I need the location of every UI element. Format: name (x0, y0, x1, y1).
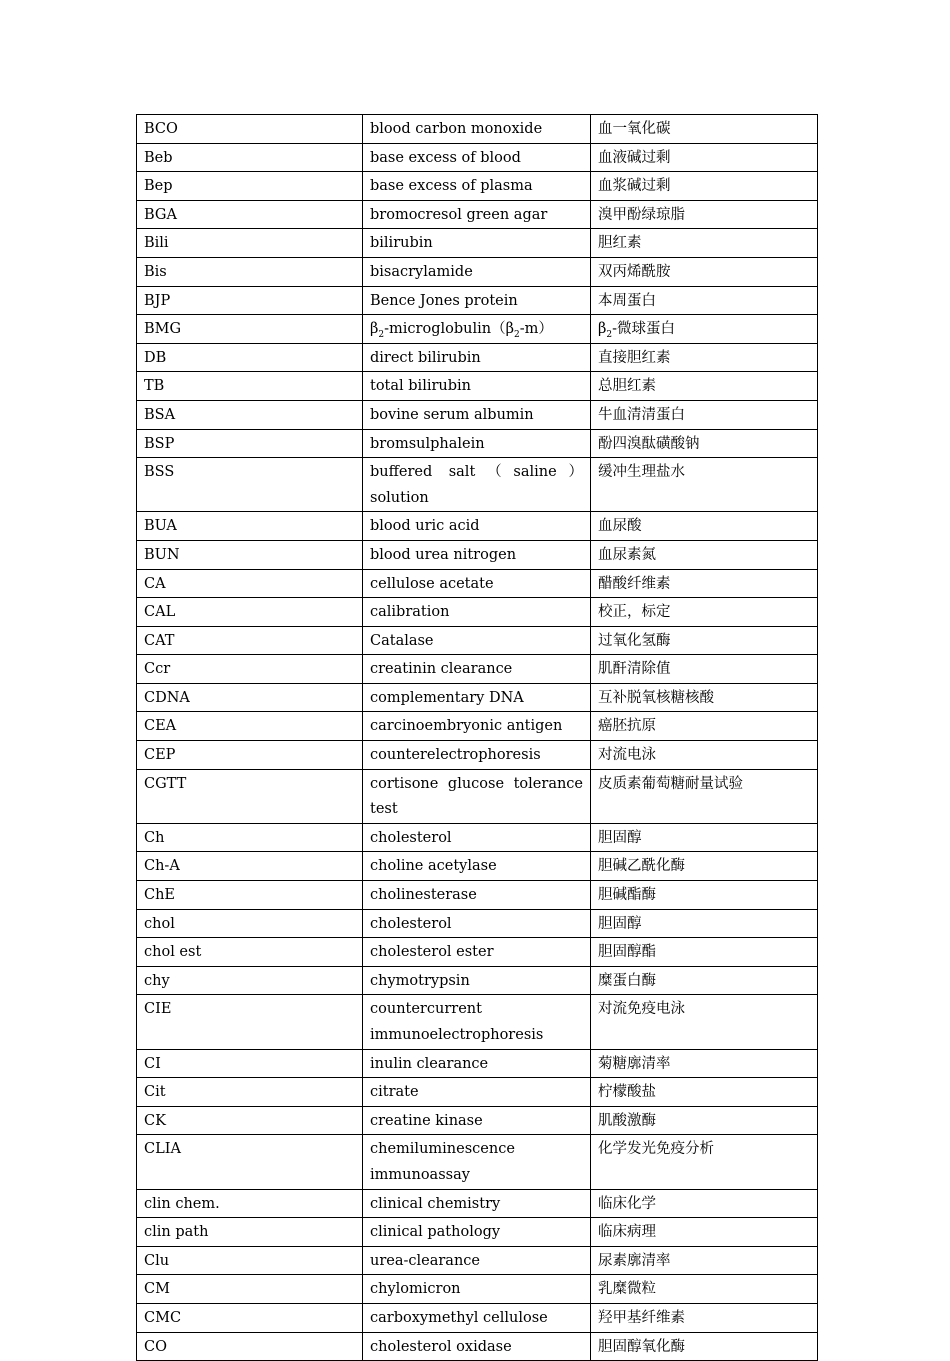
chinese-term-cell: 牛血清清蛋白 (591, 400, 818, 429)
english-term-cell: base excess of blood (363, 143, 591, 172)
abbreviation-cell: BMG (137, 315, 363, 344)
abbreviation-cell: CLIA (137, 1135, 363, 1189)
term-fragment: -微球蛋白 (612, 321, 676, 338)
abbreviation-cell: Beb (137, 143, 363, 172)
english-term-cell: cortisone glucose tolerance test (363, 769, 591, 823)
table-row (137, 938, 818, 967)
chinese-term-cell: 直接胆红素 (591, 343, 818, 372)
subscript: 2 (378, 330, 385, 341)
chinese-term-cell: 本周蛋白 (591, 286, 818, 315)
table-row (137, 741, 818, 770)
english-term-cell: total bilirubin (363, 372, 591, 401)
table-row (137, 1275, 818, 1304)
abbreviation-cell: Bili (137, 229, 363, 258)
english-term-cell: carboxymethyl cellulose (363, 1303, 591, 1332)
chinese-term-cell: 化学发光免疫分析 (591, 1135, 818, 1189)
chinese-term-cell: 醋酸纤维素 (591, 569, 818, 598)
chinese-term-cell: 临床病理 (591, 1218, 818, 1247)
abbreviation-cell: TB (137, 372, 363, 401)
chinese-term-cell: 总胆红素 (591, 372, 818, 401)
table-row (137, 683, 818, 712)
table-row (137, 229, 818, 258)
english-term-cell: bovine serum albumin (363, 400, 591, 429)
abbreviation-cell: Clu (137, 1246, 363, 1275)
english-term-cell: calibration (363, 598, 591, 627)
english-term-cell: cholesterol ester (363, 938, 591, 967)
english-term-cell: Catalase (363, 626, 591, 655)
chinese-term-cell: 血一氧化碳 (591, 115, 818, 144)
table-row (137, 655, 818, 684)
english-term-cell: cholinesterase (363, 881, 591, 910)
abbreviation-cell: Bep (137, 172, 363, 201)
chinese-term-cell: 胆红素 (591, 229, 818, 258)
term-fragment: -microglobulin（β (384, 321, 514, 338)
abbreviation-cell: CK (137, 1106, 363, 1135)
table-row (137, 257, 818, 286)
abbreviation-cell: Cit (137, 1078, 363, 1107)
chinese-term-cell: 羟甲基纤维素 (591, 1303, 818, 1332)
table-row (137, 143, 818, 172)
table-row (137, 966, 818, 995)
english-term-cell: cholesterol (363, 909, 591, 938)
english-term-cell: buffered salt（saline）solution (363, 458, 591, 512)
abbreviation-table-body (137, 115, 818, 1361)
abbreviation-cell: CGTT (137, 769, 363, 823)
english-term-cell: blood carbon monoxide (363, 115, 591, 144)
chinese-term-cell: 血尿酸 (591, 512, 818, 541)
table-row (137, 1049, 818, 1078)
table-row (137, 1218, 818, 1247)
abbreviation-cell: CMC (137, 1303, 363, 1332)
abbreviation-cell: chol est (137, 938, 363, 967)
abbreviation-cell: CIE (137, 995, 363, 1049)
english-term-cell: carcinoembryonic antigen (363, 712, 591, 741)
english-term-cell: countercurrent immunoelectrophoresis (363, 995, 591, 1049)
abbreviation-cell: CDNA (137, 683, 363, 712)
english-term-cell: citrate (363, 1078, 591, 1107)
term-fragment: -m） (519, 321, 553, 338)
table-row (137, 598, 818, 627)
table-row (137, 626, 818, 655)
chinese-term-cell: 缓冲生理盐水 (591, 458, 818, 512)
english-term-cell: complementary DNA (363, 683, 591, 712)
chinese-term-cell: 菊糖廓清率 (591, 1049, 818, 1078)
abbreviation-cell: DB (137, 343, 363, 372)
chinese-term-cell: 过氧化氢酶 (591, 626, 818, 655)
abbreviation-cell: BJP (137, 286, 363, 315)
abbreviation-cell: BGA (137, 200, 363, 229)
table-row (137, 1078, 818, 1107)
english-term-cell: creatinin clearance (363, 655, 591, 684)
chinese-term-cell: 溴甲酚绿琼脂 (591, 200, 818, 229)
table-row (137, 1246, 818, 1275)
abbreviation-cell: BUA (137, 512, 363, 541)
abbreviation-cell: CEP (137, 741, 363, 770)
chinese-term-cell: 柠檬酸盐 (591, 1078, 818, 1107)
abbreviation-cell: CI (137, 1049, 363, 1078)
table-row (137, 823, 818, 852)
english-term-cell: blood urea nitrogen (363, 540, 591, 569)
abbreviation-cell: chol (137, 909, 363, 938)
table-row (137, 769, 818, 823)
term-fragment: β (370, 321, 379, 338)
chinese-term-cell (591, 315, 818, 344)
table-row (137, 315, 818, 344)
abbreviation-cell: Ch (137, 823, 363, 852)
english-term-cell: cellulose acetate (363, 569, 591, 598)
chinese-term-cell: 血尿素氮 (591, 540, 818, 569)
chinese-term-cell: 乳糜微粒 (591, 1275, 818, 1304)
chinese-term-cell: 对流电泳 (591, 741, 818, 770)
table-row (137, 458, 818, 512)
english-term-cell: inulin clearance (363, 1049, 591, 1078)
table-row (137, 429, 818, 458)
chinese-term-cell: 临床化学 (591, 1189, 818, 1218)
chinese-term-cell: 皮质素葡萄糖耐量试验 (591, 769, 818, 823)
english-term-cell: urea-clearance (363, 1246, 591, 1275)
table-row (137, 1303, 818, 1332)
term-fragment: β (598, 321, 607, 338)
table-row (137, 172, 818, 201)
english-term-cell: choline acetylase (363, 852, 591, 881)
table-row (137, 200, 818, 229)
table-row (137, 1106, 818, 1135)
english-term-cell: Bence Jones protein (363, 286, 591, 315)
table-row (137, 1135, 818, 1189)
abbreviation-cell: CAL (137, 598, 363, 627)
abbreviation-cell: chy (137, 966, 363, 995)
chinese-term-cell: 胆固醇酯 (591, 938, 818, 967)
table-row (137, 512, 818, 541)
chinese-term-cell: 双丙烯酰胺 (591, 257, 818, 286)
table-row (137, 852, 818, 881)
chinese-term-cell: 胆固醇氧化酶 (591, 1332, 818, 1361)
abbreviation-cell: Ccr (137, 655, 363, 684)
table-row (137, 712, 818, 741)
chinese-term-cell: 尿素廓清率 (591, 1246, 818, 1275)
abbreviation-cell: BSP (137, 429, 363, 458)
english-term-cell: direct bilirubin (363, 343, 591, 372)
english-term-cell: clinical pathology (363, 1218, 591, 1247)
subscript: 2 (606, 330, 613, 341)
table-row (137, 343, 818, 372)
table-row (137, 909, 818, 938)
table-row (137, 569, 818, 598)
table-row (137, 400, 818, 429)
english-term-cell: bisacrylamide (363, 257, 591, 286)
chinese-term-cell: 胆固醇 (591, 823, 818, 852)
english-term-cell: chylomicron (363, 1275, 591, 1304)
abbreviation-cell: Ch-A (137, 852, 363, 881)
english-term-cell: chemiluminescence immunoassay (363, 1135, 591, 1189)
chinese-term-cell: 肌酐清除值 (591, 655, 818, 684)
english-term-cell: clinical chemistry (363, 1189, 591, 1218)
abbreviation-cell: ChE (137, 881, 363, 910)
chinese-term-cell: 癌胚抗原 (591, 712, 818, 741)
english-term-cell: creatine kinase (363, 1106, 591, 1135)
english-term-cell: counterelectrophoresis (363, 741, 591, 770)
chinese-term-cell: 酚四溴酞磺酸钠 (591, 429, 818, 458)
english-term-cell: cholesterol (363, 823, 591, 852)
english-term-cell: cholesterol oxidase (363, 1332, 591, 1361)
table-row (137, 881, 818, 910)
subscript: 2 (513, 330, 520, 341)
table-row (137, 372, 818, 401)
abbreviation-cell: CEA (137, 712, 363, 741)
table-row (137, 540, 818, 569)
table-row (137, 286, 818, 315)
abbreviation-cell: Bis (137, 257, 363, 286)
abbreviation-cell: CO (137, 1332, 363, 1361)
chinese-term-cell: 血液碱过剩 (591, 143, 818, 172)
english-term-cell: chymotrypsin (363, 966, 591, 995)
chinese-term-cell: 糜蛋白酶 (591, 966, 818, 995)
abbreviation-cell: BSS (137, 458, 363, 512)
english-term-cell: bromocresol green agar (363, 200, 591, 229)
chinese-term-cell: 互补脱氧核糖核酸 (591, 683, 818, 712)
chinese-term-cell: 胆固醇 (591, 909, 818, 938)
abbreviation-cell: CA (137, 569, 363, 598)
table-row (137, 995, 818, 1049)
abbreviation-cell: clin chem. (137, 1189, 363, 1218)
english-term-cell (363, 315, 591, 344)
table-row (137, 1189, 818, 1218)
chinese-term-cell: 校正，标定 (591, 598, 818, 627)
chinese-term-cell: 胆碱乙酰化酶 (591, 852, 818, 881)
chinese-term-cell: 胆碱酯酶 (591, 881, 818, 910)
abbreviation-cell: clin path (137, 1218, 363, 1247)
abbreviation-cell: BCO (137, 115, 363, 144)
english-term-cell: base excess of plasma (363, 172, 591, 201)
abbreviation-cell: CM (137, 1275, 363, 1304)
chinese-term-cell: 血浆碱过剩 (591, 172, 818, 201)
table-row (137, 1332, 818, 1361)
english-term-cell: blood uric acid (363, 512, 591, 541)
abbreviation-table (136, 114, 818, 1361)
table-row (137, 115, 818, 144)
english-term-cell: bilirubin (363, 229, 591, 258)
abbreviation-cell: BUN (137, 540, 363, 569)
abbreviation-cell: CAT (137, 626, 363, 655)
chinese-term-cell: 肌酸激酶 (591, 1106, 818, 1135)
chinese-term-cell: 对流免疫电泳 (591, 995, 818, 1049)
english-term-cell: bromsulphalein (363, 429, 591, 458)
abbreviation-cell: BSA (137, 400, 363, 429)
